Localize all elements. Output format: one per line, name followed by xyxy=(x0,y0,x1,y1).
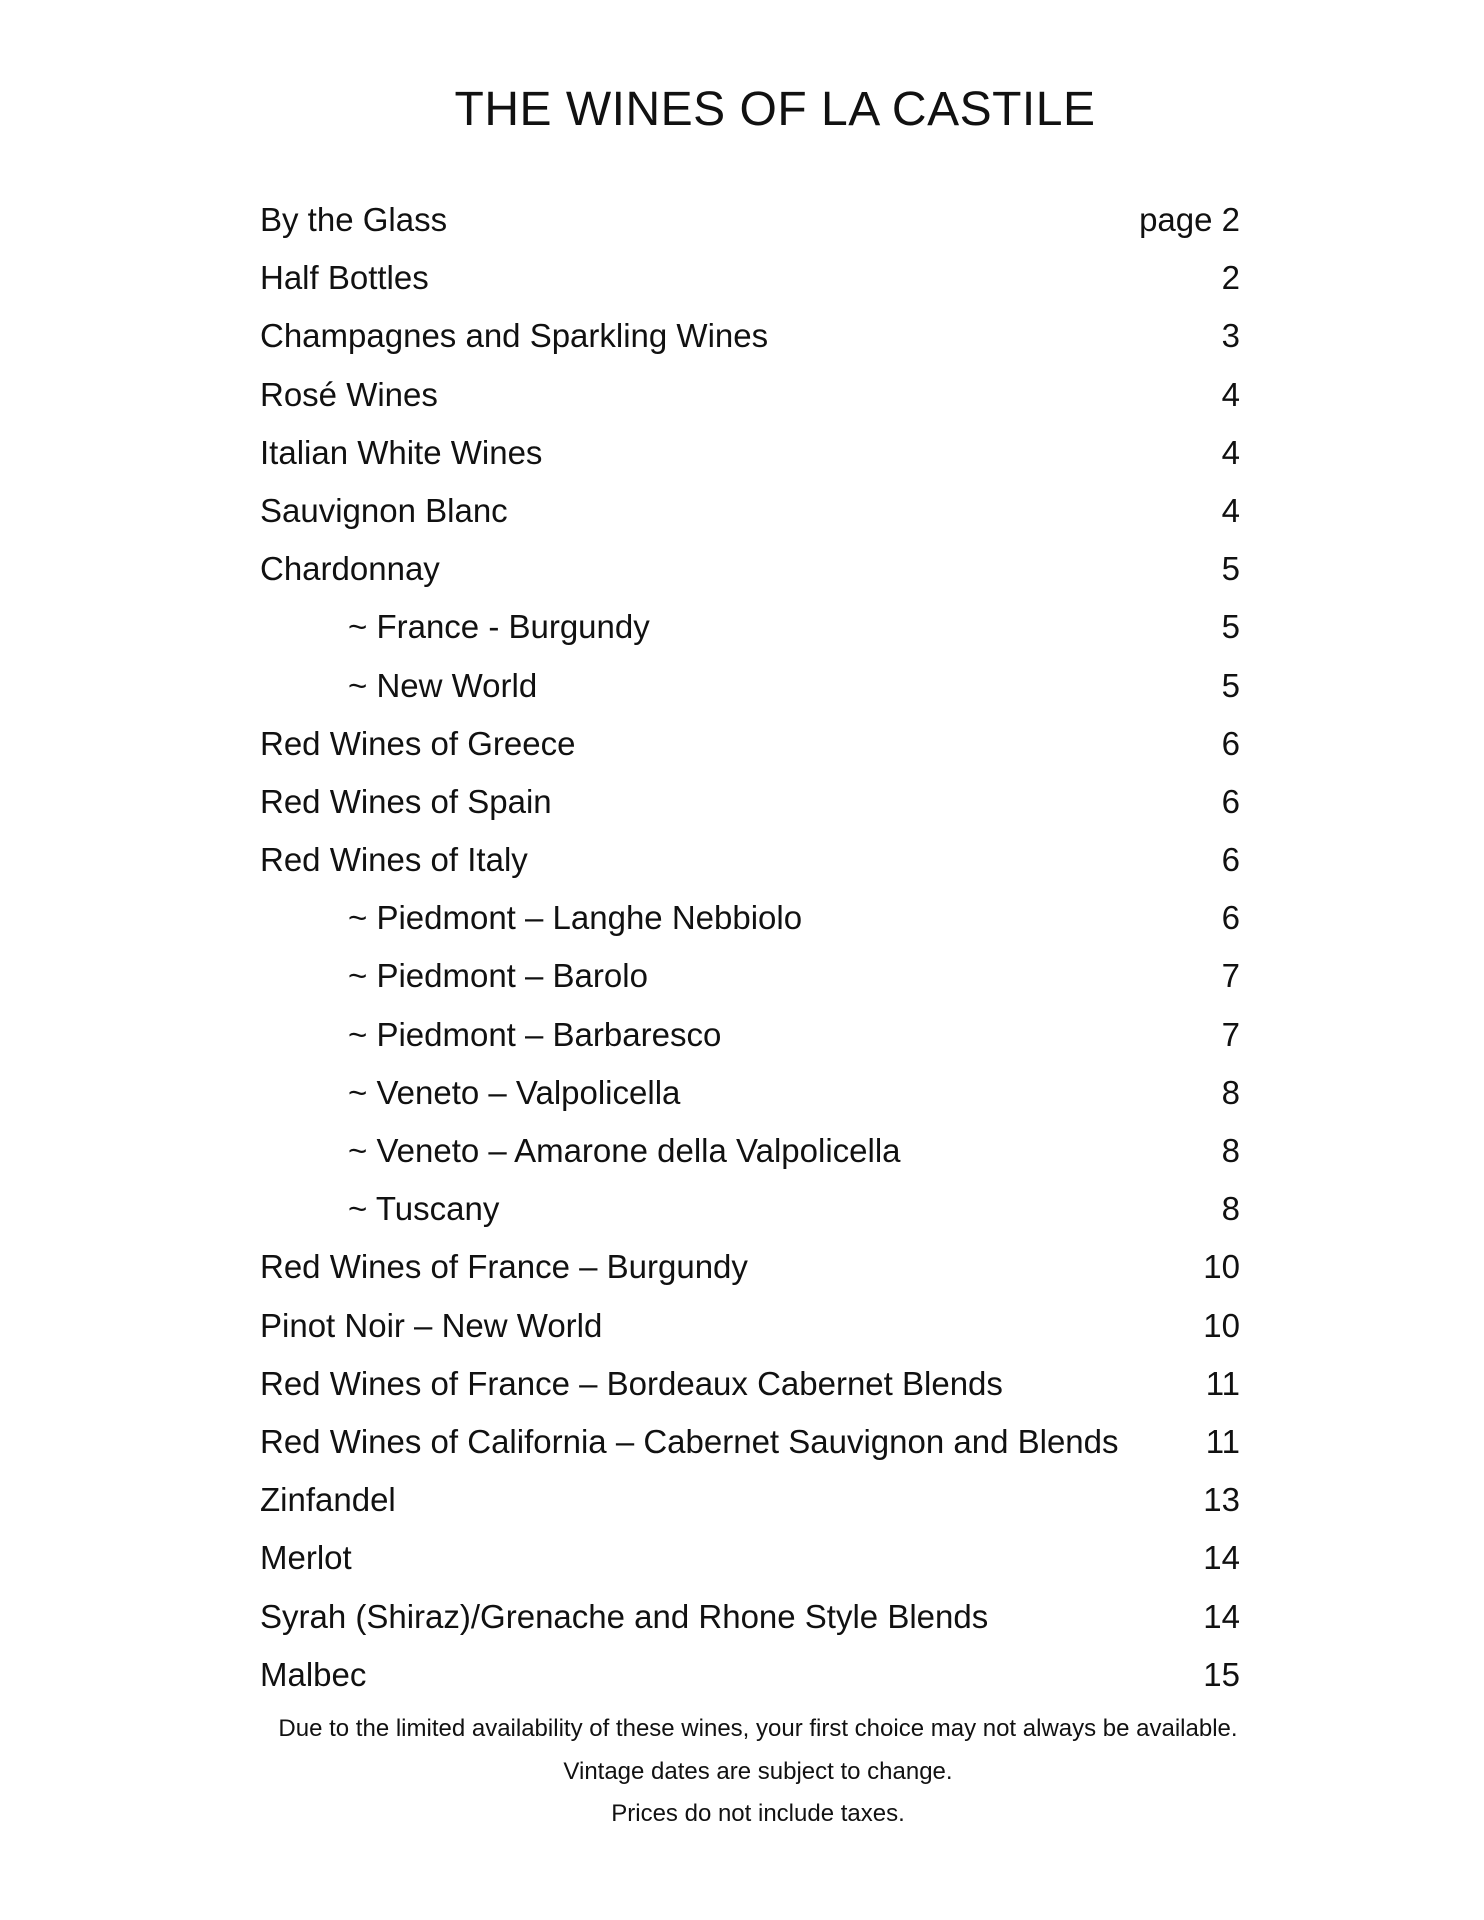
toc-entry-label: Champagnes and Sparkling Wines xyxy=(260,317,769,355)
toc-entry-label: ~ Piedmont – Barolo xyxy=(348,957,648,995)
toc-entry xyxy=(260,491,1240,549)
toc-entry-page: 11 xyxy=(1205,1364,1240,1402)
toc-entry-page: 7 xyxy=(1221,1015,1240,1053)
toc-entry xyxy=(260,1422,1240,1480)
footer-notes xyxy=(0,1708,1484,1836)
toc-entry-label: Zinfandel xyxy=(260,1481,396,1519)
toc-entry xyxy=(260,1655,1240,1713)
toc-entry-label: By the Glass xyxy=(260,201,448,238)
toc-entry-label: Red Wines of France – Bordeaux Cabernet Blends xyxy=(260,1364,1003,1402)
toc-entry xyxy=(260,1306,1240,1364)
toc-entry xyxy=(260,782,1240,840)
toc-entry-page: 4 xyxy=(1221,433,1240,471)
toc-entry-page: 3 xyxy=(1221,317,1240,355)
toc-entry-page: 10 xyxy=(1203,1248,1240,1286)
toc-entry-page: 6 xyxy=(1221,841,1240,879)
toc-entry-label: ~ Piedmont – Langhe Nebbiolo xyxy=(348,899,803,937)
toc-entry-page: page 2 xyxy=(1139,201,1240,238)
toc-entry xyxy=(260,549,1240,607)
toc-entry xyxy=(260,433,1240,491)
toc-entry-page: 4 xyxy=(1221,375,1240,413)
toc-entry-page: 6 xyxy=(1221,782,1240,820)
toc-entry xyxy=(260,1247,1240,1305)
toc-entry-label: Red Wines of Italy xyxy=(260,841,528,879)
toc-entry-label: Half Bottles xyxy=(260,259,429,297)
toc-entry-label: Pinot Noir – New World xyxy=(260,1306,603,1344)
toc-entry-page: 8 xyxy=(1221,1132,1240,1169)
note-availability: Due to the limited availability of these wines, your first choice may not always be available. xyxy=(278,1715,1238,1742)
toc-entry xyxy=(260,840,1240,898)
toc-entry-label: Malbec xyxy=(260,1655,367,1693)
toc-entry-page: 6 xyxy=(1221,899,1240,937)
toc-entry-label: Merlot xyxy=(260,1539,352,1577)
toc-entry-page: 14 xyxy=(1203,1539,1240,1577)
toc-entry-page: 8 xyxy=(1221,1190,1240,1228)
toc-entry xyxy=(260,258,1240,316)
toc-entry xyxy=(260,316,1240,374)
toc-entry-page: 5 xyxy=(1221,550,1240,588)
toc-entry xyxy=(260,1364,1240,1422)
toc-subentry xyxy=(260,1015,1240,1073)
toc-entry-label: ~ France - Burgundy xyxy=(348,608,650,646)
toc-entry xyxy=(260,1597,1240,1655)
toc-subentry xyxy=(260,898,1240,956)
toc-entry-label: Sauvignon Blanc xyxy=(260,491,508,529)
toc-entry-page: 6 xyxy=(1221,724,1240,762)
toc-entry-page: 4 xyxy=(1221,491,1240,529)
toc-subentry xyxy=(260,666,1240,724)
toc-entry-page: 11 xyxy=(1205,1422,1240,1460)
toc-entry-label: Red Wines of California – Cabernet Sauvignon and Blends xyxy=(260,1422,1119,1460)
toc-entry-label: Rosé Wines xyxy=(260,375,438,413)
toc-entry-label: Italian White Wines xyxy=(260,433,543,471)
toc-entry xyxy=(260,200,1240,258)
toc-entry-page: 7 xyxy=(1221,957,1240,995)
toc-entry-label: Syrah (Shiraz)/Grenache and Rhone Style Blends xyxy=(260,1597,989,1635)
toc-subentry xyxy=(260,1189,1240,1247)
toc-entry-page: 5 xyxy=(1221,666,1240,704)
note-taxes: Prices do not include taxes. xyxy=(611,1800,905,1827)
note-vintage: Vintage dates are subject to change. xyxy=(563,1757,953,1785)
toc-entry-label: Red Wines of Spain xyxy=(260,782,552,820)
toc-entry xyxy=(260,375,1240,433)
toc-entry xyxy=(260,1538,1240,1596)
toc-entry-label: Red Wines of France – Burgundy xyxy=(260,1248,748,1286)
toc-entry-page: 8 xyxy=(1221,1073,1240,1111)
toc-subentry xyxy=(260,1131,1240,1189)
toc-entry xyxy=(260,724,1240,782)
toc-entry-label: ~ New World xyxy=(348,666,538,704)
toc-entry-label: ~ Piedmont – Barbaresco xyxy=(348,1015,722,1053)
page-title: THE WINES OF LA CASTILE xyxy=(454,83,1096,136)
toc-subentry xyxy=(260,607,1240,665)
toc-entry-page: 2 xyxy=(1221,259,1240,297)
toc-subentry xyxy=(260,956,1240,1014)
toc-subentry xyxy=(260,1073,1240,1131)
toc-entry-label: ~ Tuscany xyxy=(348,1190,500,1228)
toc-entry-label: ~ Veneto – Valpolicella xyxy=(348,1073,681,1111)
toc-entry-page: 5 xyxy=(1221,608,1240,646)
table-of-contents xyxy=(260,200,1240,1713)
toc-entry-page: 14 xyxy=(1203,1597,1240,1635)
toc-entry-page: 15 xyxy=(1203,1655,1240,1693)
toc-entry-page: 13 xyxy=(1203,1481,1240,1519)
toc-entry xyxy=(260,1480,1240,1538)
toc-entry-label: Red Wines of Greece xyxy=(260,724,576,762)
toc-entry-label: Chardonnay xyxy=(260,550,440,588)
toc-entry-label: ~ Veneto – Amarone della Valpolicella xyxy=(348,1132,901,1169)
toc-entry-page: 10 xyxy=(1203,1306,1240,1344)
